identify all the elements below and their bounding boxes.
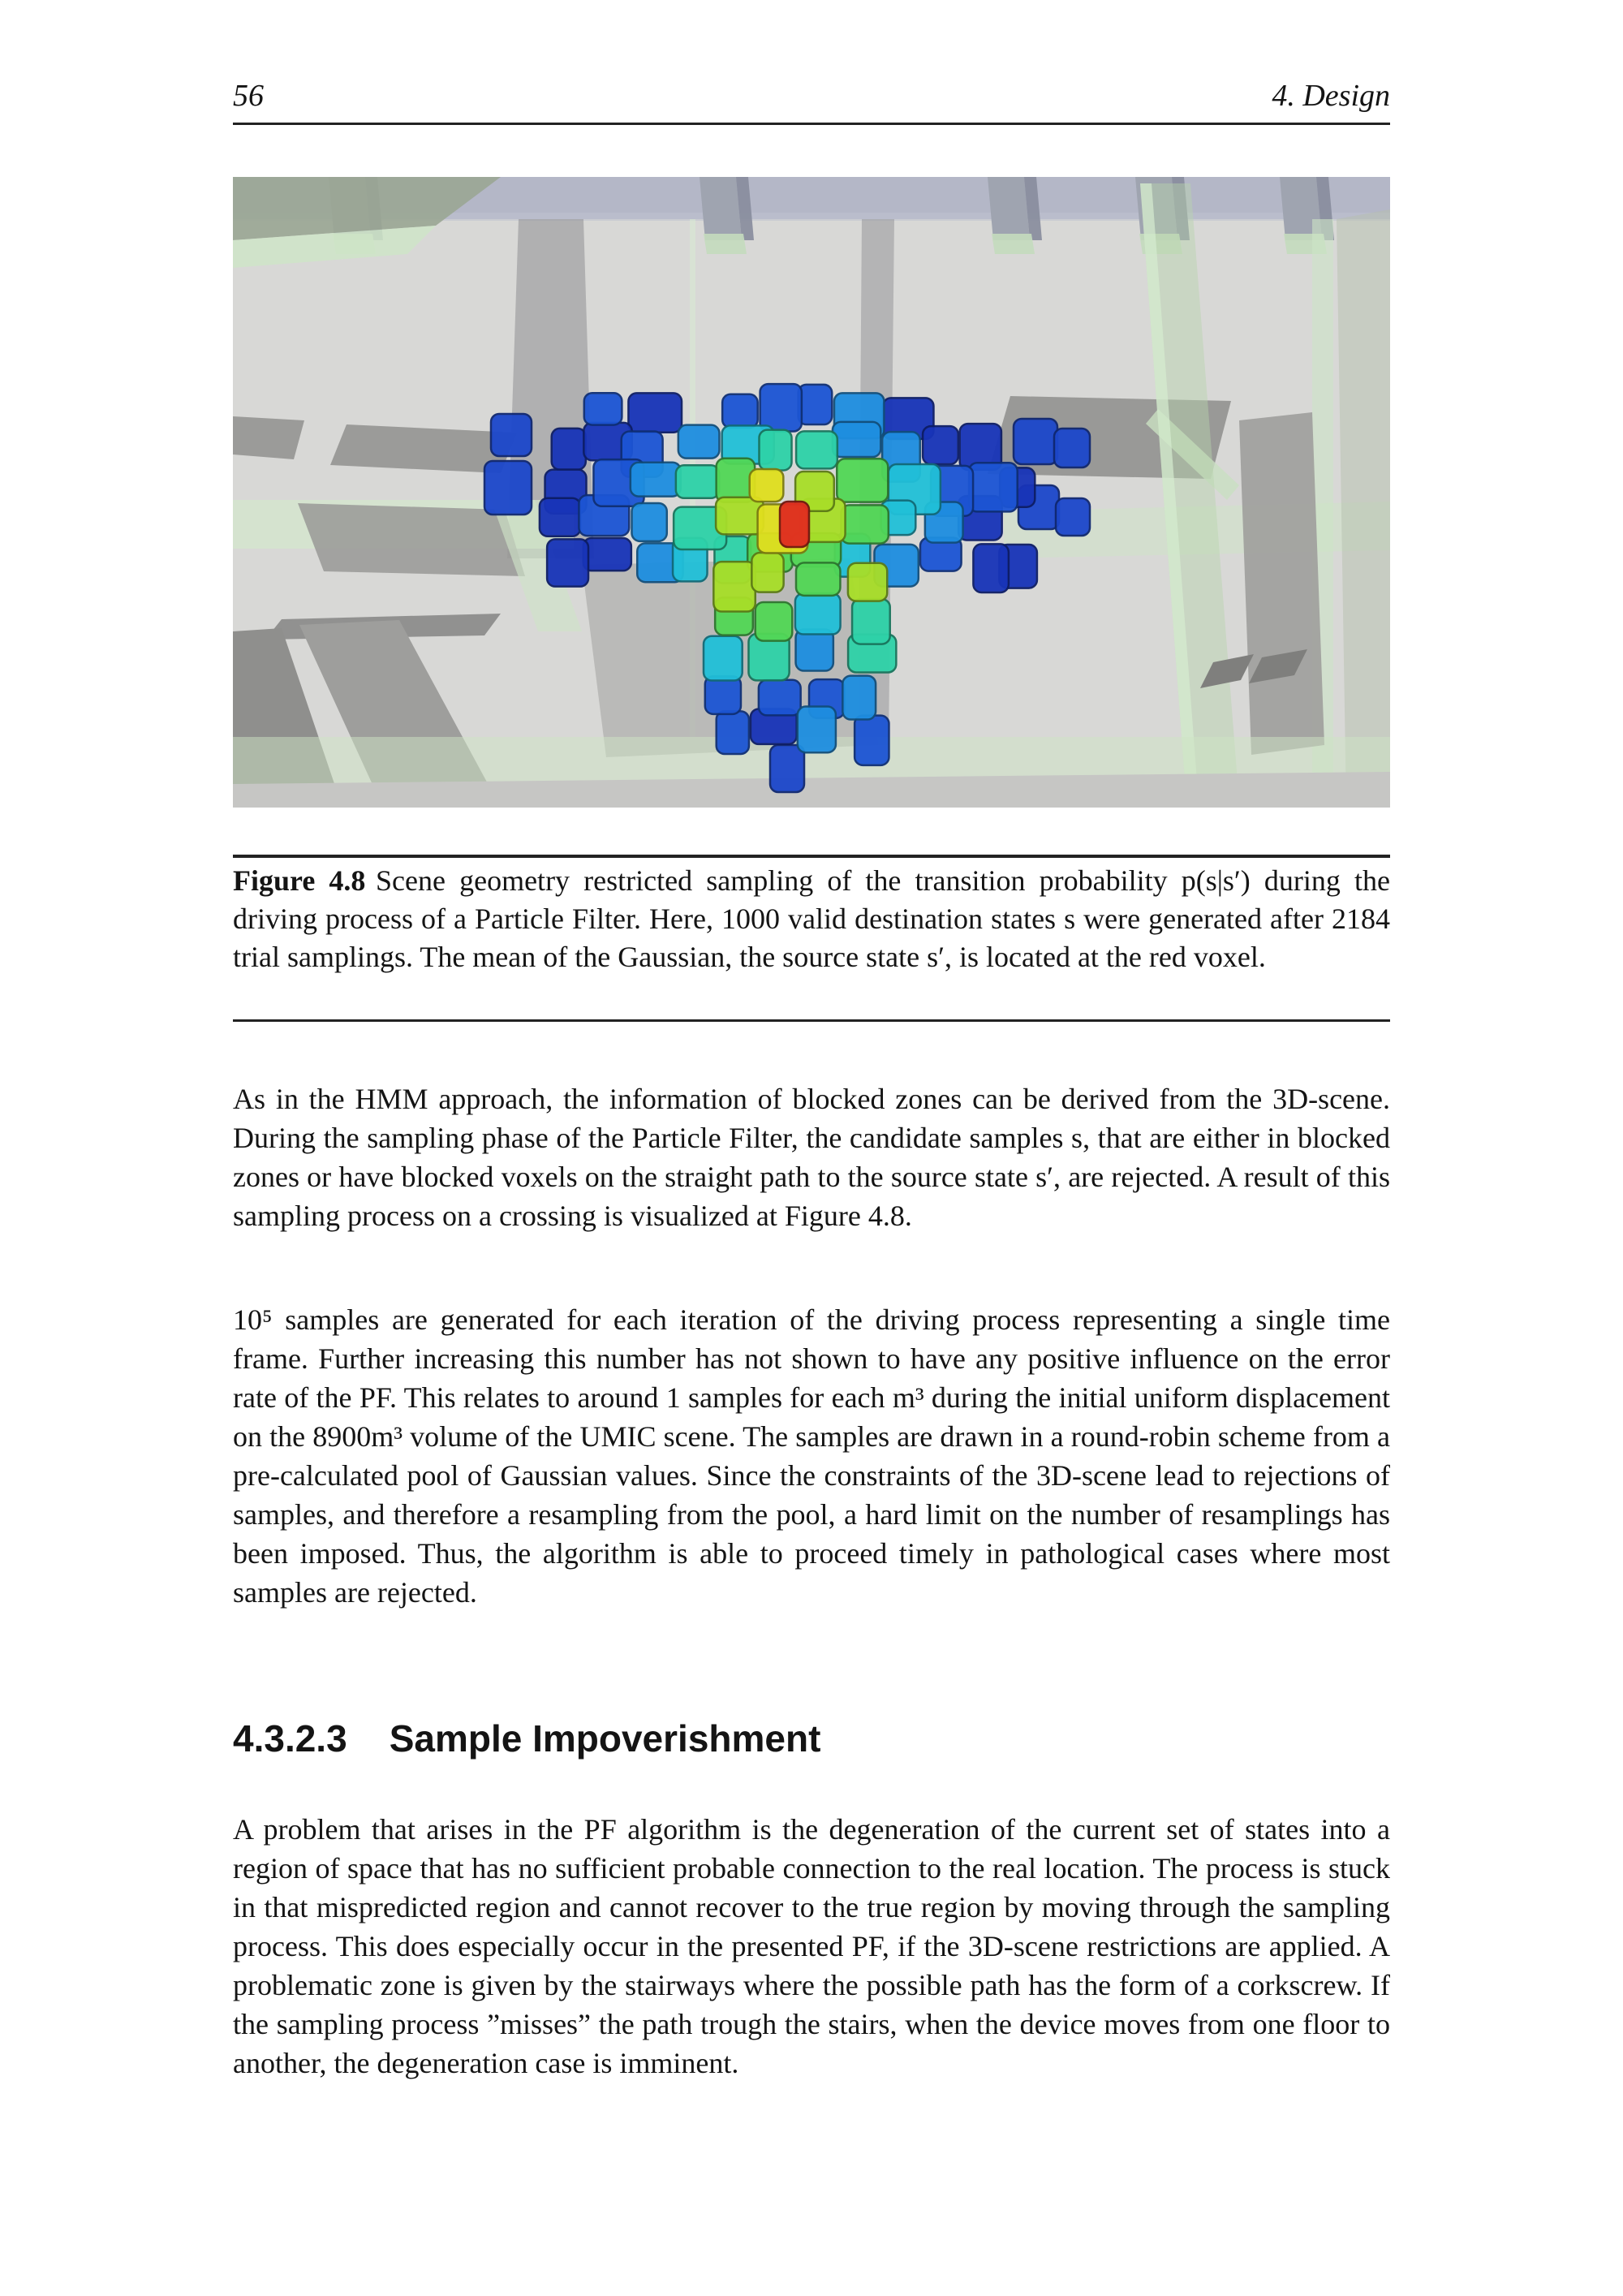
paragraph-1: As in the HMM approach, the information of blocked zones can be derived from the 3D-scene. During the sampling phase of the Particle Filter, the candidate samples s, that are either in blocked zones or have blocked voxels on the straight path to the source state s′, are rejected. A result of this sampling process on a crossing is visualized at Figure 4.8. (233, 1083, 1390, 1232)
figure-caption-text: Scene geometry restricted sampling of the transition probability p(s|s′) during the driving process of a Particle Filter. Here, 1000 valid destination states s were generated after 2184 trial samplings. The mean of the Gaussian, the source state s′, is located at the red voxel. (233, 864, 1390, 973)
header-rule (233, 123, 1390, 125)
section-number: 4.3.2.3 (233, 1717, 347, 1760)
figure-caption (233, 862, 1390, 976)
section-title: Sample Impoverishment (389, 1717, 821, 1760)
figure-image (233, 177, 1390, 808)
section-heading (233, 1717, 1390, 1760)
header-chapter-title: 4. Design (1272, 79, 1390, 113)
caption-rule-top (233, 855, 1390, 858)
paragraph-2: 10⁵ samples are generated for each iteration of the driving process representing a single time frame. Further increasing this number has not shown to have any positive influence on the error rate of the PF. This relates to around 1 samples for each m³ during the initial uniform displacement on the 8900m³ volume of the UMIC scene. The samples are drawn in a round-robin scheme from a pre-calculated pool of Gaussian values. Since the constraints of the 3D-scene lead to rejections of samples, and therefore a resampling from the pool, a hard limit on the number of resamplings has been imposed. Thus, the algorithm is able to proceed timely in pathological cases where most samples are rejected. (233, 1303, 1390, 1609)
figure-caption-label: Figure 4.8 (233, 864, 366, 897)
page-number: 56 (233, 79, 264, 113)
caption-rule-bottom (233, 1019, 1390, 1022)
paragraph-3: A problem that arises in the PF algorithm is the degeneration of the current set of states into a region of space that has no sufficient probable connection to the real location. The process is stuck in that mispredicted region and cannot recover to the true region by moving through the sampling process. This does especially occur in the presented PF, if the 3D-scene restrictions are applied. A problematic zone is given by the stairways where the possible path has the form of a corkscrew. If the sampling process ”misses” the path trough the stairs, when the device moves from one floor to another, the degeneration case is imminent. (233, 1813, 1390, 2079)
